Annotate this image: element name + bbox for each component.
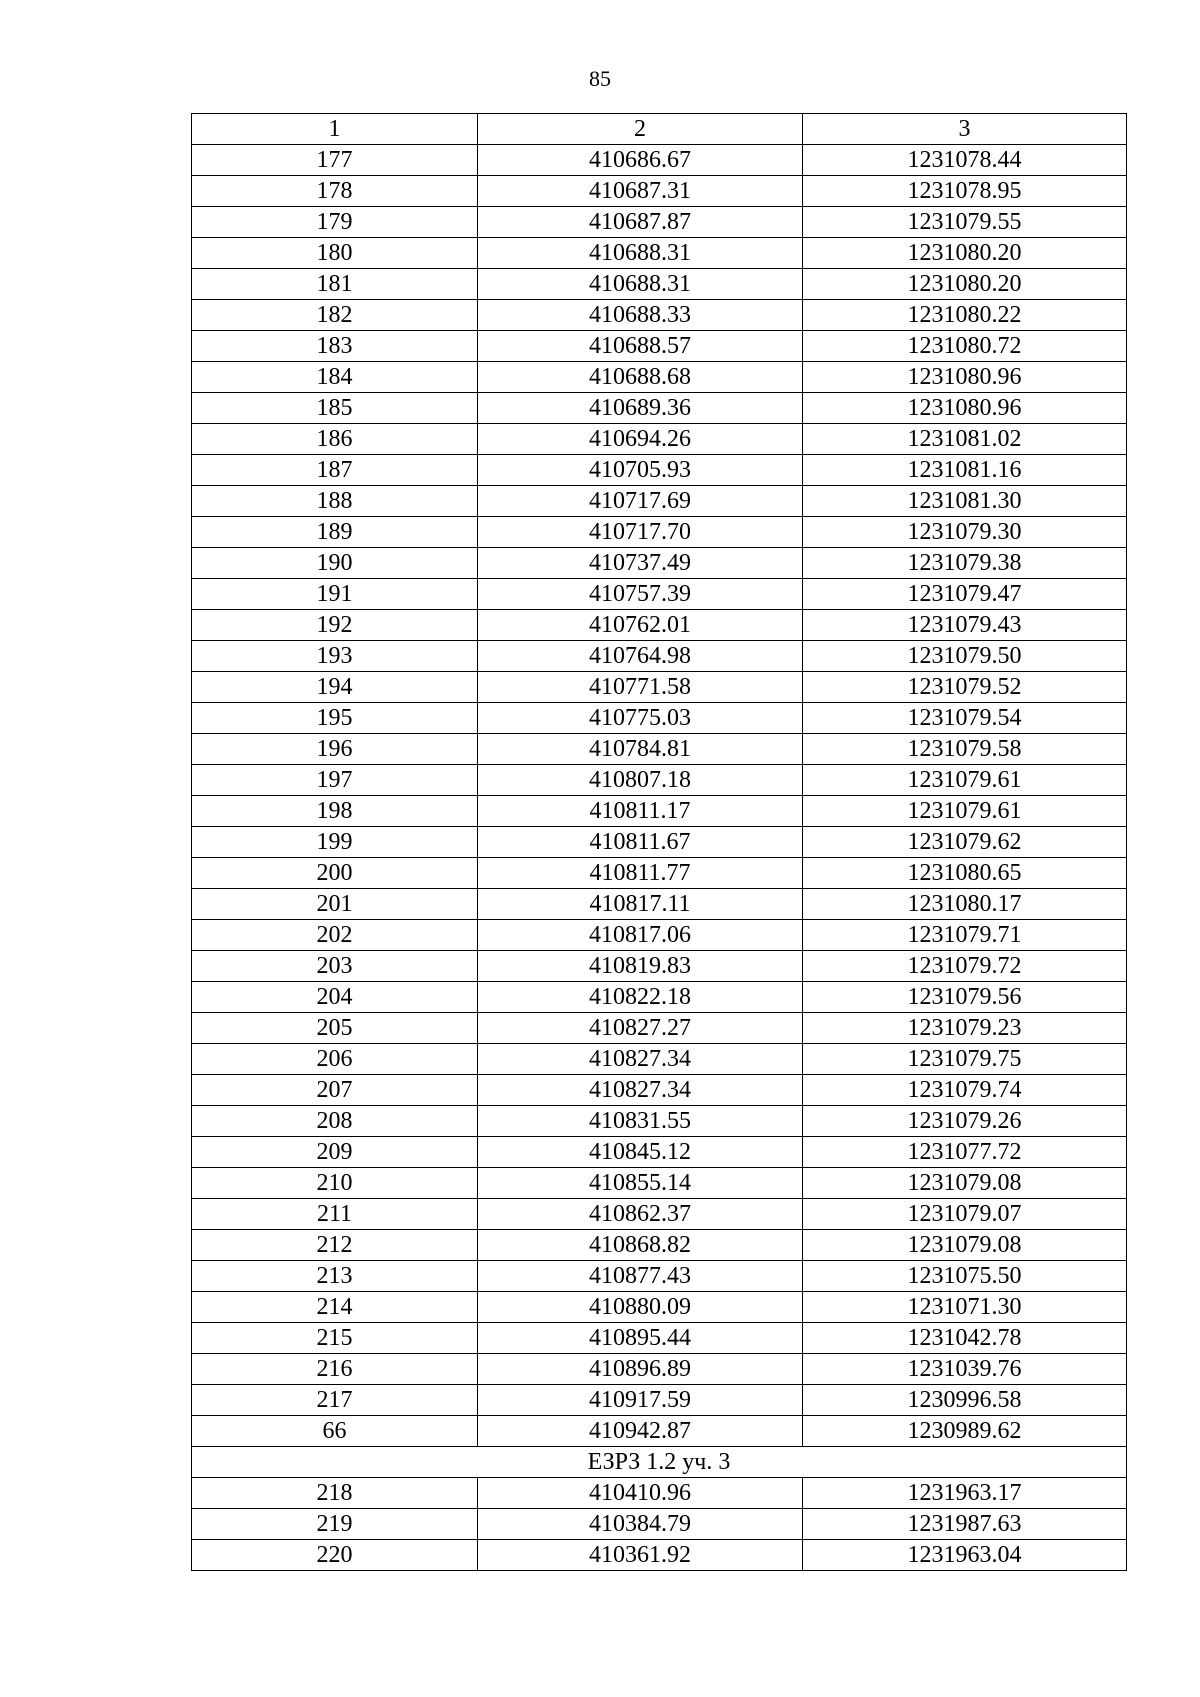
- point-number-cell: 204: [192, 982, 478, 1013]
- table-row: [192, 1199, 1127, 1230]
- point-number-cell: 220: [192, 1540, 478, 1571]
- table-row: [192, 1509, 1127, 1540]
- coord-x-cell: 410811.67: [478, 827, 803, 858]
- point-number-cell: 201: [192, 889, 478, 920]
- point-number-cell: 211: [192, 1199, 478, 1230]
- coord-y-cell: 1231080.96: [803, 393, 1127, 424]
- coord-x-cell: 410895.44: [478, 1323, 803, 1354]
- point-number-cell: 200: [192, 858, 478, 889]
- table-row: [192, 145, 1127, 176]
- table-row: [192, 920, 1127, 951]
- coord-x-cell: 410862.37: [478, 1199, 803, 1230]
- table-row: [192, 331, 1127, 362]
- coord-y-cell: 1231079.72: [803, 951, 1127, 982]
- table-row: [192, 982, 1127, 1013]
- table-row: [192, 176, 1127, 207]
- page-number: 85: [589, 66, 611, 91]
- point-number-cell: 178: [192, 176, 478, 207]
- coord-x-cell: 410942.87: [478, 1416, 803, 1447]
- coord-x-cell: 410827.34: [478, 1075, 803, 1106]
- coord-x-cell: 410688.57: [478, 331, 803, 362]
- coord-x-cell: 410917.59: [478, 1385, 803, 1416]
- coord-x-cell: 410686.67: [478, 145, 803, 176]
- coord-x-cell: 410817.06: [478, 920, 803, 951]
- coord-y-cell: 1231987.63: [803, 1509, 1127, 1540]
- point-number-cell: 210: [192, 1168, 478, 1199]
- table-row: [192, 207, 1127, 238]
- point-number-cell: 181: [192, 269, 478, 300]
- coord-x-cell: 410868.82: [478, 1230, 803, 1261]
- table-row: [192, 548, 1127, 579]
- coord-y-cell: 1231042.78: [803, 1323, 1127, 1354]
- coord-y-cell: 1231079.43: [803, 610, 1127, 641]
- coord-y-cell: 1231079.52: [803, 672, 1127, 703]
- table-row: [192, 734, 1127, 765]
- coord-x-cell: 410717.70: [478, 517, 803, 548]
- coord-x-cell: 410822.18: [478, 982, 803, 1013]
- coord-x-cell: 410688.31: [478, 269, 803, 300]
- point-number-cell: 197: [192, 765, 478, 796]
- point-number-cell: 207: [192, 1075, 478, 1106]
- point-number-cell: 209: [192, 1137, 478, 1168]
- coord-y-cell: 1231079.08: [803, 1230, 1127, 1261]
- coord-y-cell: 1231081.30: [803, 486, 1127, 517]
- coord-y-cell: 1231079.26: [803, 1106, 1127, 1137]
- table-row: [192, 1540, 1127, 1571]
- coord-x-cell: 410688.33: [478, 300, 803, 331]
- table-row: [192, 300, 1127, 331]
- coord-x-cell: 410784.81: [478, 734, 803, 765]
- coordinates-table: [191, 113, 1127, 1571]
- coord-x-cell: 410771.58: [478, 672, 803, 703]
- table-row: [192, 610, 1127, 641]
- coord-x-cell: 410737.49: [478, 548, 803, 579]
- table-row: [192, 486, 1127, 517]
- coord-y-cell: 1231081.16: [803, 455, 1127, 486]
- coord-x-cell: 410877.43: [478, 1261, 803, 1292]
- coord-y-cell: 1231080.22: [803, 300, 1127, 331]
- coord-y-cell: 1231079.23: [803, 1013, 1127, 1044]
- point-number-cell: 214: [192, 1292, 478, 1323]
- point-number-cell: 213: [192, 1261, 478, 1292]
- table-row: [192, 1478, 1127, 1509]
- coord-x-cell: 410361.92: [478, 1540, 803, 1571]
- coord-y-cell: 1231080.65: [803, 858, 1127, 889]
- table-row: [192, 455, 1127, 486]
- table-row: [192, 517, 1127, 548]
- table-row: [192, 889, 1127, 920]
- header-cell-col-2: 2: [478, 114, 803, 145]
- coord-y-cell: 1231079.61: [803, 765, 1127, 796]
- coord-y-cell: 1231079.71: [803, 920, 1127, 951]
- point-number-cell: 198: [192, 796, 478, 827]
- point-number-cell: 182: [192, 300, 478, 331]
- coord-y-cell: 1231079.75: [803, 1044, 1127, 1075]
- point-number-cell: 188: [192, 486, 478, 517]
- coord-x-cell: 410687.87: [478, 207, 803, 238]
- point-number-cell: 206: [192, 1044, 478, 1075]
- coord-x-cell: 410811.17: [478, 796, 803, 827]
- coord-y-cell: 1231080.72: [803, 331, 1127, 362]
- point-number-cell: 66: [192, 1416, 478, 1447]
- coord-y-cell: 1231079.54: [803, 703, 1127, 734]
- point-number-cell: 219: [192, 1509, 478, 1540]
- point-number-cell: 215: [192, 1323, 478, 1354]
- coord-x-cell: 410827.34: [478, 1044, 803, 1075]
- point-number-cell: 189: [192, 517, 478, 548]
- table-row: [192, 1075, 1127, 1106]
- coord-y-cell: 1231077.72: [803, 1137, 1127, 1168]
- coord-y-cell: 1231079.50: [803, 641, 1127, 672]
- coord-x-cell: 410705.93: [478, 455, 803, 486]
- table-row: [192, 1013, 1127, 1044]
- table-row: [192, 765, 1127, 796]
- table-row: [192, 641, 1127, 672]
- point-number-cell: 218: [192, 1478, 478, 1509]
- point-number-cell: 180: [192, 238, 478, 269]
- coord-x-cell: 410762.01: [478, 610, 803, 641]
- coord-y-cell: 1231080.20: [803, 238, 1127, 269]
- coord-x-cell: 410819.83: [478, 951, 803, 982]
- coord-x-cell: 410764.98: [478, 641, 803, 672]
- coord-y-cell: 1231075.50: [803, 1261, 1127, 1292]
- coord-x-cell: 410687.31: [478, 176, 803, 207]
- coord-x-cell: 410688.31: [478, 238, 803, 269]
- table-row: [192, 827, 1127, 858]
- table-body: [192, 145, 1127, 1571]
- point-number-cell: 184: [192, 362, 478, 393]
- point-number-cell: 191: [192, 579, 478, 610]
- point-number-cell: 217: [192, 1385, 478, 1416]
- table-row: [192, 1261, 1127, 1292]
- coord-y-cell: 1230996.58: [803, 1385, 1127, 1416]
- coord-x-cell: 410811.77: [478, 858, 803, 889]
- coord-y-cell: 1231080.20: [803, 269, 1127, 300]
- coord-y-cell: 1231079.61: [803, 796, 1127, 827]
- coord-y-cell: 1231078.44: [803, 145, 1127, 176]
- point-number-cell: 177: [192, 145, 478, 176]
- coord-y-cell: 1231081.02: [803, 424, 1127, 455]
- coord-x-cell: 410775.03: [478, 703, 803, 734]
- header-cell-col-3: 3: [803, 114, 1127, 145]
- table-row: [192, 1137, 1127, 1168]
- point-number-cell: 187: [192, 455, 478, 486]
- coord-x-cell: 410880.09: [478, 1292, 803, 1323]
- table-row: [192, 1044, 1127, 1075]
- coord-y-cell: 1231079.47: [803, 579, 1127, 610]
- coord-y-cell: 1231039.76: [803, 1354, 1127, 1385]
- table-row: [192, 1354, 1127, 1385]
- coord-y-cell: 1231079.56: [803, 982, 1127, 1013]
- point-number-cell: 208: [192, 1106, 478, 1137]
- section-title-cell: ЕЗРЗ 1.2 уч. 3: [192, 1447, 1127, 1478]
- header-cell-col-1: 1: [192, 114, 478, 145]
- point-number-cell: 196: [192, 734, 478, 765]
- coord-y-cell: 1231080.17: [803, 889, 1127, 920]
- coord-x-cell: 410845.12: [478, 1137, 803, 1168]
- coord-y-cell: 1231078.95: [803, 176, 1127, 207]
- point-number-cell: 193: [192, 641, 478, 672]
- table-row: [192, 1292, 1127, 1323]
- table-row: [192, 1106, 1127, 1137]
- table-row: [192, 393, 1127, 424]
- coord-y-cell: 1231963.17: [803, 1478, 1127, 1509]
- table-row: [192, 672, 1127, 703]
- coord-y-cell: 1231079.07: [803, 1199, 1127, 1230]
- point-number-cell: 194: [192, 672, 478, 703]
- table-row: [192, 1168, 1127, 1199]
- coord-y-cell: 1231079.55: [803, 207, 1127, 238]
- coord-x-cell: 410827.27: [478, 1013, 803, 1044]
- coord-y-cell: 1231963.04: [803, 1540, 1127, 1571]
- coord-x-cell: 410717.69: [478, 486, 803, 517]
- coord-x-cell: 410817.11: [478, 889, 803, 920]
- point-number-cell: 205: [192, 1013, 478, 1044]
- point-number-cell: 183: [192, 331, 478, 362]
- coord-x-cell: 410855.14: [478, 1168, 803, 1199]
- coord-x-cell: 410410.96: [478, 1478, 803, 1509]
- coord-y-cell: 1231079.62: [803, 827, 1127, 858]
- point-number-cell: 185: [192, 393, 478, 424]
- coord-x-cell: 410688.68: [478, 362, 803, 393]
- table-row: [192, 362, 1127, 393]
- coord-x-cell: 410384.79: [478, 1509, 803, 1540]
- coord-y-cell: 1231079.58: [803, 734, 1127, 765]
- point-number-cell: 212: [192, 1230, 478, 1261]
- coord-x-cell: 410757.39: [478, 579, 803, 610]
- coord-x-cell: 410807.18: [478, 765, 803, 796]
- point-number-cell: 186: [192, 424, 478, 455]
- point-number-cell: 202: [192, 920, 478, 951]
- table-row: [192, 796, 1127, 827]
- table-row: [192, 269, 1127, 300]
- table-row: [192, 238, 1127, 269]
- coord-x-cell: 410694.26: [478, 424, 803, 455]
- coord-y-cell: 1231071.30: [803, 1292, 1127, 1323]
- coord-y-cell: 1231079.08: [803, 1168, 1127, 1199]
- table-row: [192, 1385, 1127, 1416]
- coord-x-cell: 410689.36: [478, 393, 803, 424]
- table-row: [192, 1416, 1127, 1447]
- point-number-cell: 179: [192, 207, 478, 238]
- table-header-row: [192, 114, 1127, 145]
- coord-y-cell: 1231079.74: [803, 1075, 1127, 1106]
- coord-x-cell: 410831.55: [478, 1106, 803, 1137]
- point-number-cell: 216: [192, 1354, 478, 1385]
- coord-y-cell: 1230989.62: [803, 1416, 1127, 1447]
- point-number-cell: 199: [192, 827, 478, 858]
- coord-y-cell: 1231080.96: [803, 362, 1127, 393]
- section-row: [192, 1447, 1127, 1478]
- point-number-cell: 195: [192, 703, 478, 734]
- table-row: [192, 951, 1127, 982]
- coord-y-cell: 1231079.38: [803, 548, 1127, 579]
- table-row: [192, 703, 1127, 734]
- coord-x-cell: 410896.89: [478, 1354, 803, 1385]
- table-row: [192, 1230, 1127, 1261]
- point-number-cell: 192: [192, 610, 478, 641]
- table-row: [192, 858, 1127, 889]
- table-row: [192, 1323, 1127, 1354]
- point-number-cell: 190: [192, 548, 478, 579]
- coord-y-cell: 1231079.30: [803, 517, 1127, 548]
- point-number-cell: 203: [192, 951, 478, 982]
- table-row: [192, 424, 1127, 455]
- table-row: [192, 579, 1127, 610]
